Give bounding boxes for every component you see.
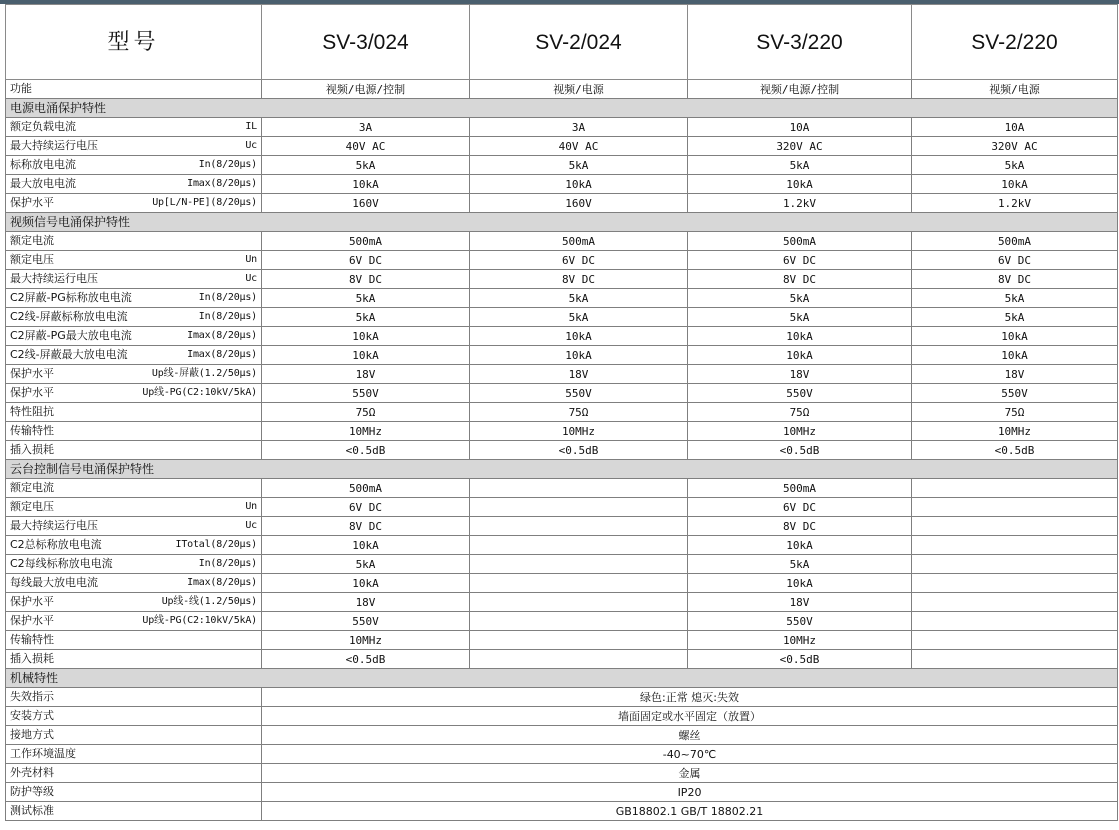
parameter-name: 最大持续运行电压 bbox=[10, 139, 98, 152]
parameter-symbol: In(8/20μs) bbox=[198, 311, 257, 322]
parameter-name: 每线最大放电电流 bbox=[10, 576, 98, 589]
value-sv3-024: 5kA bbox=[262, 289, 470, 308]
parameter-symbol: Up线-PG(C2:10kV/5kA) bbox=[142, 387, 257, 398]
value-sv2-024: 18V bbox=[470, 365, 688, 384]
parameter-name: 特性阻抗 bbox=[10, 405, 54, 418]
value-sv2-220: 550V bbox=[912, 384, 1118, 403]
value-sv3-220: 10kA bbox=[688, 536, 912, 555]
parameter-cell bbox=[6, 232, 262, 251]
value-sv2-024: 10kA bbox=[470, 327, 688, 346]
parameter-cell bbox=[6, 783, 262, 802]
value-sv3-220: 320V AC bbox=[688, 137, 912, 156]
value-sv3-220: 18V bbox=[688, 365, 912, 384]
parameter-cell bbox=[6, 631, 262, 650]
spec-row bbox=[6, 498, 1118, 517]
merged-value-cell: -40~70℃ bbox=[262, 745, 1118, 764]
parameter-cell bbox=[6, 327, 262, 346]
parameter-name: 保护水平 bbox=[10, 595, 54, 608]
parameter-symbol: Uc bbox=[245, 140, 257, 151]
spec-row bbox=[6, 194, 1118, 213]
merged-value-cell: 金属 bbox=[262, 764, 1118, 783]
value-sv2-220 bbox=[912, 517, 1118, 536]
value-sv2-220: 10MHz bbox=[912, 422, 1118, 441]
value-sv3-220: 10kA bbox=[688, 327, 912, 346]
parameter-cell bbox=[6, 403, 262, 422]
parameter-symbol: ITotal(8/20μs) bbox=[175, 539, 257, 550]
value-sv2-220: 10kA bbox=[912, 175, 1118, 194]
merged-value-cell: 绿色:正常 熄灭:失效 bbox=[262, 688, 1118, 707]
parameter-name: 失效指示 bbox=[10, 690, 54, 703]
parameter-cell bbox=[6, 194, 262, 213]
merged-value-cell: 螺丝 bbox=[262, 726, 1118, 745]
value-sv2-220: 8V DC bbox=[912, 270, 1118, 289]
value-sv3-024: 10MHz bbox=[262, 631, 470, 650]
value-sv2-024: <0.5dB bbox=[470, 441, 688, 460]
parameter-name: 保护水平 bbox=[10, 614, 54, 627]
parameter-name: 额定电流 bbox=[10, 234, 54, 247]
parameter-name: C2每线标称放电电流 bbox=[10, 557, 113, 570]
spec-row bbox=[6, 783, 1118, 802]
parameter-cell bbox=[6, 745, 262, 764]
value-sv2-220: 1.2kV bbox=[912, 194, 1118, 213]
value-sv3-024: 75Ω bbox=[262, 403, 470, 422]
parameter-symbol: Un bbox=[245, 254, 257, 265]
parameter-cell bbox=[6, 365, 262, 384]
parameter-name: 测试标准 bbox=[10, 804, 54, 817]
value-sv2-024 bbox=[470, 650, 688, 669]
value-sv3-024: 10kA bbox=[262, 327, 470, 346]
value-sv3-024: 视频/电源/控制 bbox=[262, 80, 470, 99]
model-header-sv2-220: SV-2/220 bbox=[912, 5, 1118, 80]
spec-row bbox=[6, 612, 1118, 631]
parameter-name: 外壳材料 bbox=[10, 766, 54, 779]
parameter-symbol: Up线-屏蔽(1.2/50μs) bbox=[151, 368, 257, 379]
parameter-cell bbox=[6, 479, 262, 498]
section-header-row bbox=[6, 99, 1118, 118]
value-sv3-024: 10kA bbox=[262, 574, 470, 593]
parameter-symbol: In(8/20μs) bbox=[198, 558, 257, 569]
parameter-cell bbox=[6, 308, 262, 327]
value-sv3-220: 10A bbox=[688, 118, 912, 137]
parameter-cell bbox=[6, 80, 262, 99]
value-sv3-220: 10kA bbox=[688, 175, 912, 194]
value-sv3-220: 500mA bbox=[688, 479, 912, 498]
value-sv2-220 bbox=[912, 593, 1118, 612]
value-sv2-024 bbox=[470, 612, 688, 631]
spec-row bbox=[6, 80, 1118, 99]
spec-row bbox=[6, 137, 1118, 156]
value-sv3-024: 500mA bbox=[262, 479, 470, 498]
value-sv2-220 bbox=[912, 498, 1118, 517]
value-sv2-024 bbox=[470, 555, 688, 574]
parameter-symbol: Up线-PG(C2:10kV/5kA) bbox=[142, 615, 257, 626]
parameter-name: 最大持续运行电压 bbox=[10, 272, 98, 285]
value-sv2-024: 视频/电源 bbox=[470, 80, 688, 99]
spec-row bbox=[6, 650, 1118, 669]
value-sv2-024 bbox=[470, 536, 688, 555]
value-sv3-220: 500mA bbox=[688, 232, 912, 251]
parameter-name: C2屏蔽-PG最大放电电流 bbox=[10, 329, 132, 342]
value-sv3-024: 550V bbox=[262, 612, 470, 631]
value-sv3-220: <0.5dB bbox=[688, 441, 912, 460]
value-sv3-220: 75Ω bbox=[688, 403, 912, 422]
model-header-label: 型号 bbox=[6, 5, 262, 80]
parameter-cell bbox=[6, 137, 262, 156]
parameter-cell bbox=[6, 346, 262, 365]
spec-row bbox=[6, 156, 1118, 175]
section-title: 云台控制信号电涌保护特性 bbox=[6, 460, 1118, 479]
value-sv2-220 bbox=[912, 555, 1118, 574]
value-sv2-220: 6V DC bbox=[912, 251, 1118, 270]
value-sv2-220: 10kA bbox=[912, 327, 1118, 346]
spec-row bbox=[6, 631, 1118, 650]
section-title: 视频信号电涌保护特性 bbox=[6, 213, 1118, 232]
value-sv2-024 bbox=[470, 479, 688, 498]
value-sv3-024: 5kA bbox=[262, 555, 470, 574]
parameter-symbol: Imax(8/20μs) bbox=[187, 330, 257, 341]
value-sv2-024 bbox=[470, 517, 688, 536]
parameter-symbol: Uc bbox=[245, 273, 257, 284]
parameter-name: 工作环境温度 bbox=[10, 747, 76, 760]
value-sv3-220: 5kA bbox=[688, 308, 912, 327]
value-sv3-220: 18V bbox=[688, 593, 912, 612]
value-sv2-220: 75Ω bbox=[912, 403, 1118, 422]
spec-row bbox=[6, 232, 1118, 251]
parameter-symbol: Uc bbox=[245, 520, 257, 531]
parameter-name: 标称放电电流 bbox=[10, 158, 76, 171]
spec-row bbox=[6, 441, 1118, 460]
spec-row bbox=[6, 175, 1118, 194]
value-sv2-220 bbox=[912, 650, 1118, 669]
spec-row bbox=[6, 327, 1118, 346]
spec-row bbox=[6, 745, 1118, 764]
value-sv3-024: 10kA bbox=[262, 346, 470, 365]
parameter-name: 传输特性 bbox=[10, 424, 54, 437]
spec-row bbox=[6, 517, 1118, 536]
spec-row bbox=[6, 403, 1118, 422]
value-sv2-024: 8V DC bbox=[470, 270, 688, 289]
value-sv2-024: 5kA bbox=[470, 289, 688, 308]
spec-row bbox=[6, 251, 1118, 270]
value-sv3-024: 3A bbox=[262, 118, 470, 137]
parameter-cell bbox=[6, 574, 262, 593]
value-sv3-220: 1.2kV bbox=[688, 194, 912, 213]
parameter-name: 保护水平 bbox=[10, 196, 54, 209]
spec-row bbox=[6, 308, 1118, 327]
parameter-symbol: IL bbox=[245, 121, 257, 132]
value-sv3-220: 8V DC bbox=[688, 270, 912, 289]
value-sv2-024: 3A bbox=[470, 118, 688, 137]
spec-row bbox=[6, 574, 1118, 593]
parameter-cell bbox=[6, 650, 262, 669]
value-sv3-024: 160V bbox=[262, 194, 470, 213]
parameter-symbol: Up线-线(1.2/50μs) bbox=[161, 596, 257, 607]
parameter-cell bbox=[6, 593, 262, 612]
parameter-symbol: Un bbox=[245, 501, 257, 512]
parameter-name: 防护等级 bbox=[10, 785, 54, 798]
model-header-sv2-024: SV-2/024 bbox=[470, 5, 688, 80]
spec-row bbox=[6, 384, 1118, 403]
spec-row bbox=[6, 479, 1118, 498]
spec-row bbox=[6, 593, 1118, 612]
parameter-cell bbox=[6, 270, 262, 289]
parameter-name: 插入损耗 bbox=[10, 443, 54, 456]
value-sv3-220: 视频/电源/控制 bbox=[688, 80, 912, 99]
merged-value-cell: 墙面固定或水平固定（放置） bbox=[262, 707, 1118, 726]
section-header-row bbox=[6, 460, 1118, 479]
parameter-cell bbox=[6, 707, 262, 726]
spec-row bbox=[6, 688, 1118, 707]
spec-row bbox=[6, 289, 1118, 308]
value-sv2-024: 160V bbox=[470, 194, 688, 213]
spec-row bbox=[6, 555, 1118, 574]
parameter-cell bbox=[6, 802, 262, 821]
parameter-cell bbox=[6, 384, 262, 403]
parameter-name: 额定负载电流 bbox=[10, 120, 76, 133]
value-sv2-220: 5kA bbox=[912, 308, 1118, 327]
spec-row bbox=[6, 270, 1118, 289]
merged-value-cell: IP20 bbox=[262, 783, 1118, 802]
value-sv3-220: <0.5dB bbox=[688, 650, 912, 669]
parameter-cell bbox=[6, 726, 262, 745]
value-sv3-024: 8V DC bbox=[262, 270, 470, 289]
value-sv2-220: 5kA bbox=[912, 289, 1118, 308]
parameter-cell bbox=[6, 612, 262, 631]
value-sv3-220: 10MHz bbox=[688, 422, 912, 441]
spec-table-body bbox=[6, 5, 1118, 821]
value-sv2-220: 5kA bbox=[912, 156, 1118, 175]
parameter-name: C2线-屏蔽最大放电电流 bbox=[10, 348, 128, 361]
value-sv2-024: 5kA bbox=[470, 308, 688, 327]
model-header-sv3-024: SV-3/024 bbox=[262, 5, 470, 80]
parameter-name: 插入损耗 bbox=[10, 652, 54, 665]
parameter-name: 安装方式 bbox=[10, 709, 54, 722]
value-sv3-220: 8V DC bbox=[688, 517, 912, 536]
spec-row bbox=[6, 707, 1118, 726]
spec-row bbox=[6, 346, 1118, 365]
value-sv2-024 bbox=[470, 498, 688, 517]
section-title: 机械特性 bbox=[6, 669, 1118, 688]
value-sv3-024: 8V DC bbox=[262, 517, 470, 536]
value-sv3-024: 18V bbox=[262, 593, 470, 612]
value-sv2-024 bbox=[470, 631, 688, 650]
value-sv3-220: 5kA bbox=[688, 156, 912, 175]
value-sv2-220: 10A bbox=[912, 118, 1118, 137]
value-sv3-024: 500mA bbox=[262, 232, 470, 251]
value-sv3-024: <0.5dB bbox=[262, 441, 470, 460]
value-sv2-220 bbox=[912, 612, 1118, 631]
section-title: 电源电涌保护特性 bbox=[6, 99, 1118, 118]
value-sv3-220: 550V bbox=[688, 612, 912, 631]
spec-row bbox=[6, 802, 1118, 821]
parameter-cell bbox=[6, 441, 262, 460]
value-sv2-024: 500mA bbox=[470, 232, 688, 251]
spec-row bbox=[6, 365, 1118, 384]
parameter-symbol: In(8/20μs) bbox=[198, 292, 257, 303]
parameter-name: 功能 bbox=[10, 82, 32, 95]
spec-row bbox=[6, 764, 1118, 783]
value-sv2-024: 550V bbox=[470, 384, 688, 403]
merged-value-cell: GB18802.1 GB/T 18802.21 bbox=[262, 802, 1118, 821]
parameter-cell bbox=[6, 498, 262, 517]
value-sv3-024: <0.5dB bbox=[262, 650, 470, 669]
value-sv3-220: 6V DC bbox=[688, 498, 912, 517]
value-sv3-024: 550V bbox=[262, 384, 470, 403]
value-sv2-024: 10MHz bbox=[470, 422, 688, 441]
parameter-symbol: In(8/20μs) bbox=[198, 159, 257, 170]
value-sv3-220: 6V DC bbox=[688, 251, 912, 270]
value-sv2-024: 75Ω bbox=[470, 403, 688, 422]
value-sv2-024 bbox=[470, 574, 688, 593]
parameter-name: 接地方式 bbox=[10, 728, 54, 741]
parameter-cell bbox=[6, 422, 262, 441]
value-sv3-024: 6V DC bbox=[262, 251, 470, 270]
parameter-name: 保护水平 bbox=[10, 386, 54, 399]
parameter-name: 最大持续运行电压 bbox=[10, 519, 98, 532]
value-sv3-220: 10MHz bbox=[688, 631, 912, 650]
spec-row bbox=[6, 726, 1118, 745]
value-sv2-220 bbox=[912, 631, 1118, 650]
value-sv3-024: 18V bbox=[262, 365, 470, 384]
value-sv2-220 bbox=[912, 574, 1118, 593]
value-sv3-220: 5kA bbox=[688, 555, 912, 574]
parameter-name: 最大放电电流 bbox=[10, 177, 76, 190]
value-sv2-220 bbox=[912, 536, 1118, 555]
parameter-name: 额定电压 bbox=[10, 253, 54, 266]
value-sv3-024: 10kA bbox=[262, 175, 470, 194]
parameter-cell bbox=[6, 536, 262, 555]
parameter-symbol: Imax(8/20μs) bbox=[187, 349, 257, 360]
value-sv3-024: 40V AC bbox=[262, 137, 470, 156]
parameter-name: 保护水平 bbox=[10, 367, 54, 380]
value-sv2-024: 10kA bbox=[470, 175, 688, 194]
parameter-cell bbox=[6, 118, 262, 137]
value-sv2-220: 10kA bbox=[912, 346, 1118, 365]
parameter-symbol: Imax(8/20μs) bbox=[187, 178, 257, 189]
value-sv3-024: 6V DC bbox=[262, 498, 470, 517]
parameter-cell bbox=[6, 688, 262, 707]
value-sv2-024: 10kA bbox=[470, 346, 688, 365]
value-sv3-024: 10MHz bbox=[262, 422, 470, 441]
value-sv2-220: 500mA bbox=[912, 232, 1118, 251]
value-sv3-220: 10kA bbox=[688, 574, 912, 593]
section-header-row bbox=[6, 213, 1118, 232]
value-sv2-220 bbox=[912, 479, 1118, 498]
value-sv2-220: 视频/电源 bbox=[912, 80, 1118, 99]
parameter-symbol: Up[L/N-PE](8/20μs) bbox=[152, 197, 257, 208]
value-sv2-024: 5kA bbox=[470, 156, 688, 175]
parameter-cell bbox=[6, 156, 262, 175]
value-sv2-024 bbox=[470, 593, 688, 612]
parameter-name: C2屏蔽-PG标称放电电流 bbox=[10, 291, 132, 304]
parameter-symbol: Imax(8/20μs) bbox=[187, 577, 257, 588]
value-sv2-220: 18V bbox=[912, 365, 1118, 384]
parameter-name: 额定电压 bbox=[10, 500, 54, 513]
value-sv3-220: 550V bbox=[688, 384, 912, 403]
parameter-cell bbox=[6, 289, 262, 308]
parameter-cell bbox=[6, 251, 262, 270]
spec-row bbox=[6, 536, 1118, 555]
value-sv3-024: 10kA bbox=[262, 536, 470, 555]
value-sv2-220: 320V AC bbox=[912, 137, 1118, 156]
parameter-name: C2线-屏蔽标称放电电流 bbox=[10, 310, 128, 323]
value-sv3-220: 5kA bbox=[688, 289, 912, 308]
spec-table bbox=[5, 4, 1118, 821]
model-header-sv3-220: SV-3/220 bbox=[688, 5, 912, 80]
spec-row bbox=[6, 118, 1118, 137]
value-sv2-024: 40V AC bbox=[470, 137, 688, 156]
parameter-cell bbox=[6, 555, 262, 574]
parameter-name: 额定电流 bbox=[10, 481, 54, 494]
parameter-cell bbox=[6, 764, 262, 783]
parameter-cell bbox=[6, 517, 262, 536]
section-header-row bbox=[6, 669, 1118, 688]
parameter-cell bbox=[6, 175, 262, 194]
value-sv3-220: 10kA bbox=[688, 346, 912, 365]
value-sv2-220: <0.5dB bbox=[912, 441, 1118, 460]
spec-row bbox=[6, 422, 1118, 441]
value-sv3-024: 5kA bbox=[262, 156, 470, 175]
header-row bbox=[6, 5, 1118, 80]
value-sv3-024: 5kA bbox=[262, 308, 470, 327]
value-sv2-024: 6V DC bbox=[470, 251, 688, 270]
parameter-name: C2总标称放电电流 bbox=[10, 538, 102, 551]
parameter-name: 传输特性 bbox=[10, 633, 54, 646]
